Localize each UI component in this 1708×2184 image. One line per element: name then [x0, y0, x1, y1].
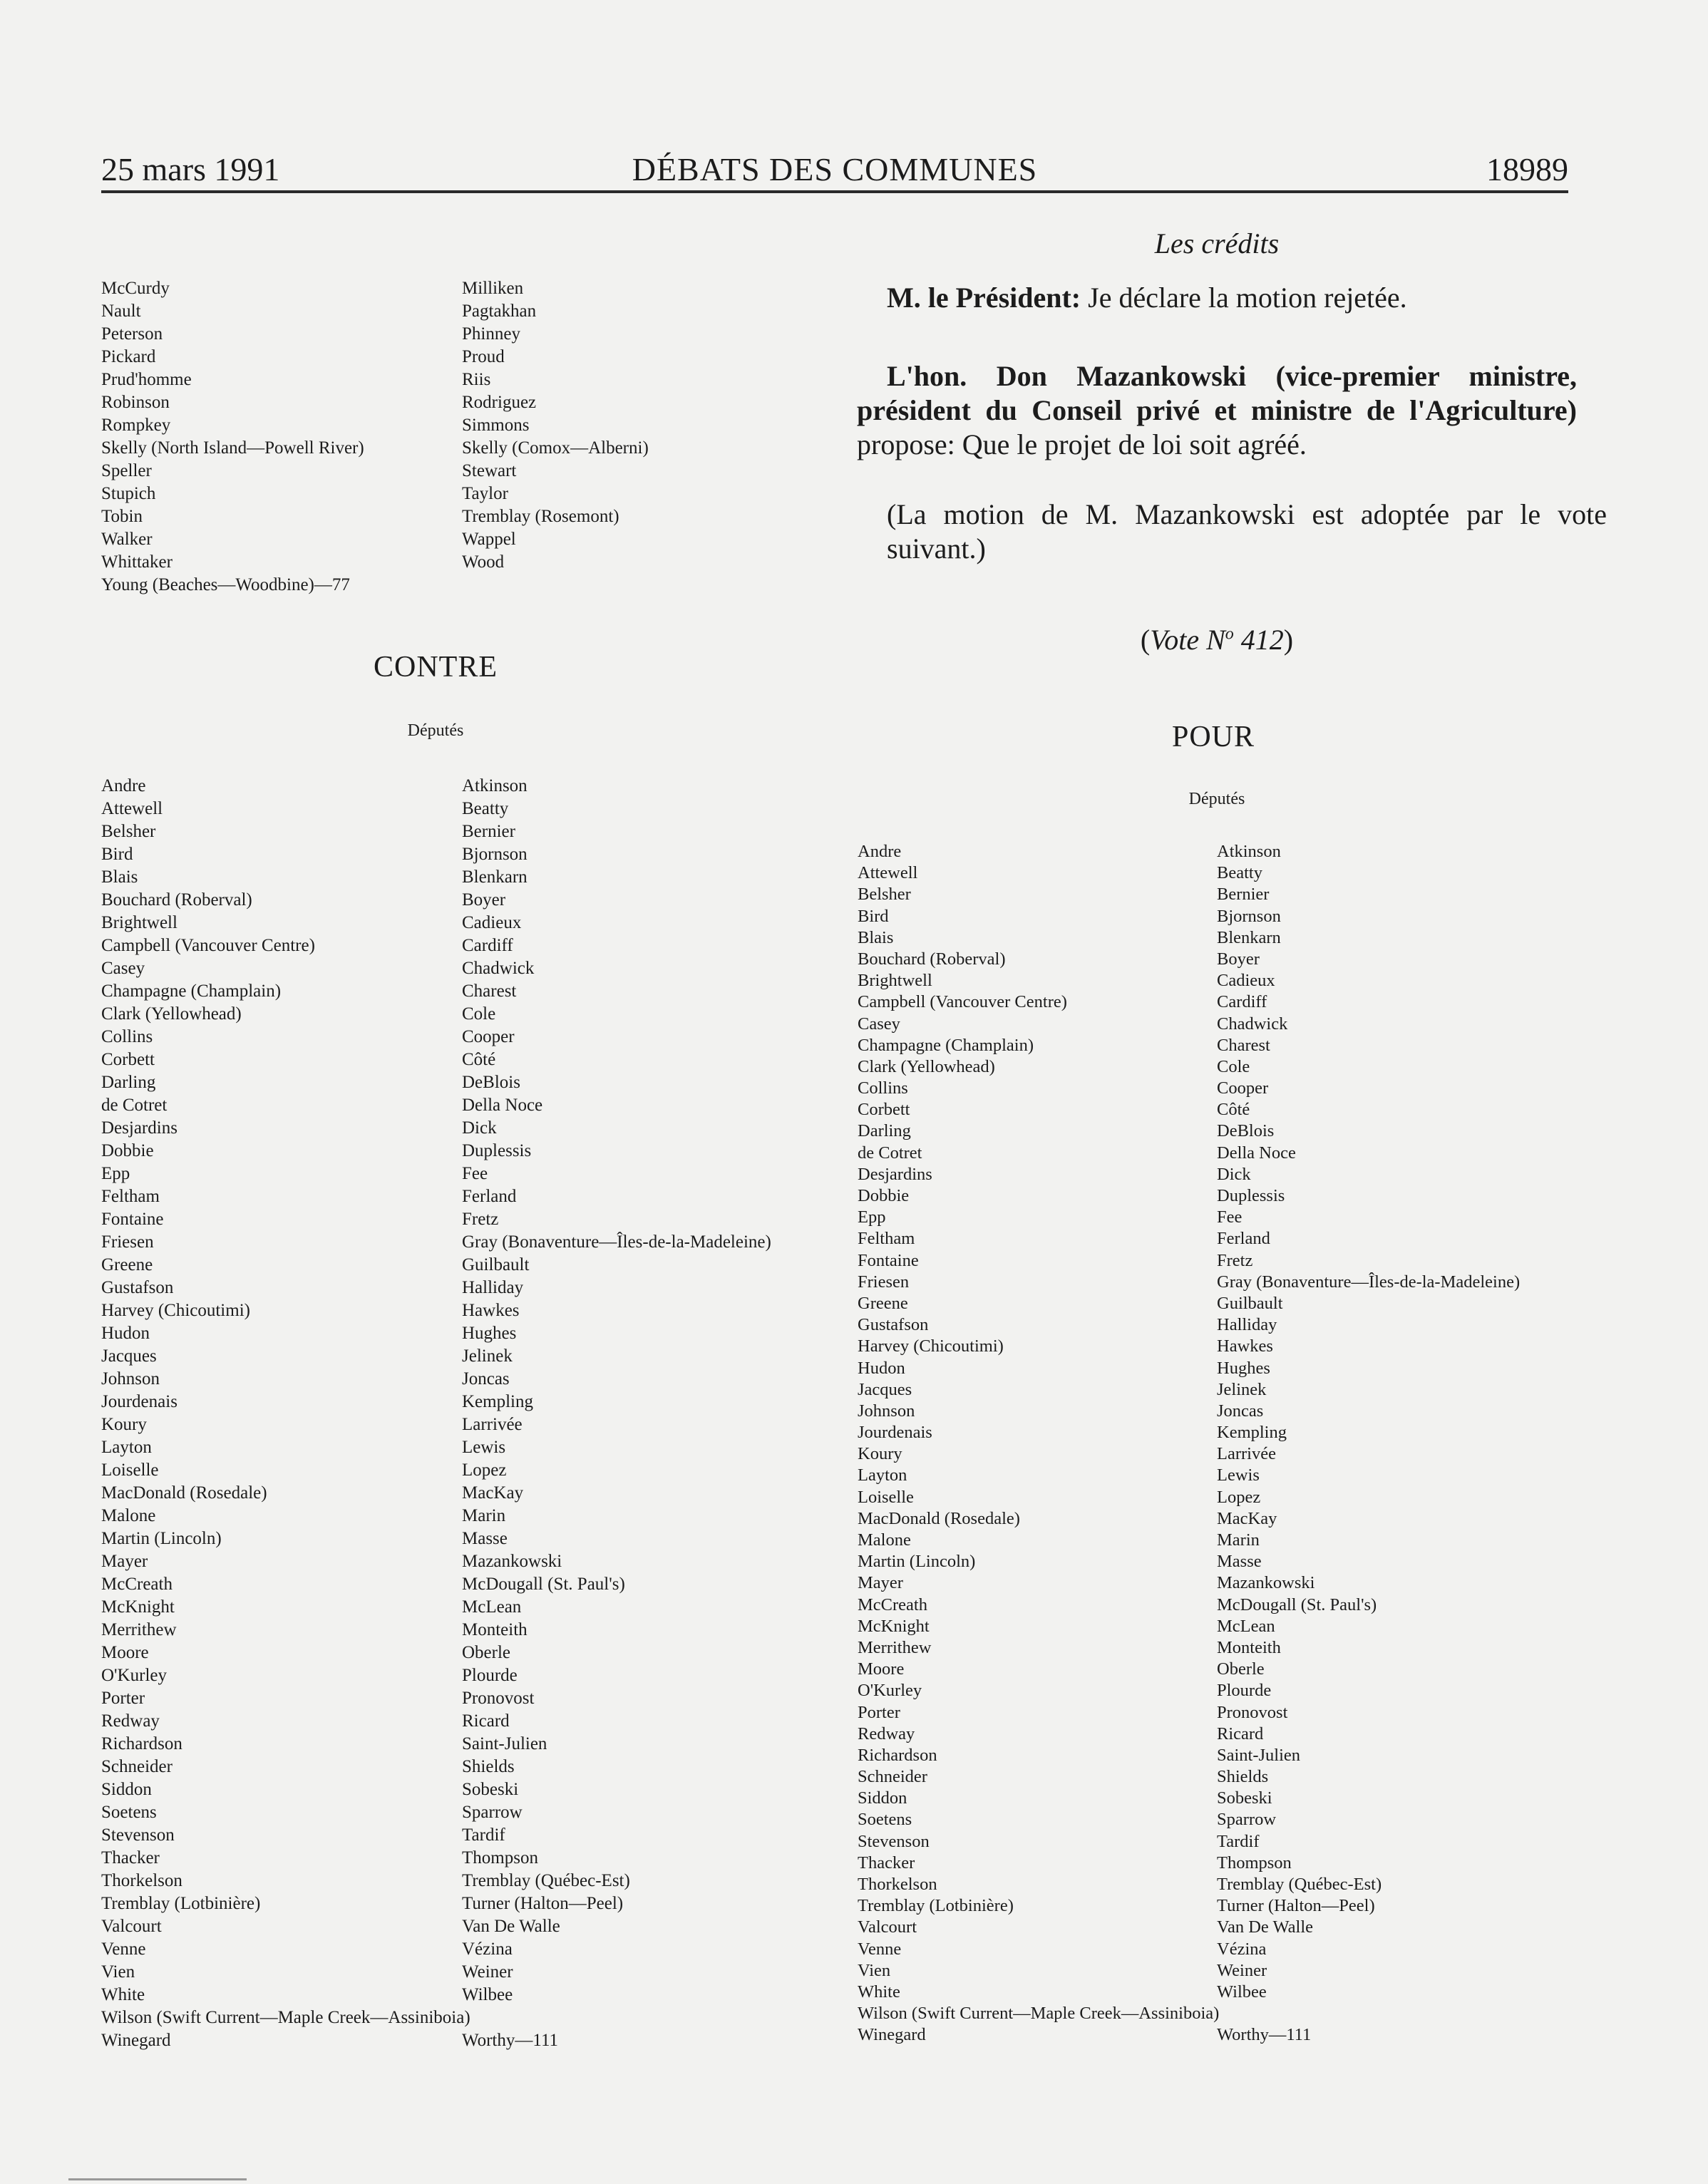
member-name: Rompkey — [101, 416, 171, 435]
member-name: Malone — [858, 1530, 911, 1550]
member-name: Gustafson — [101, 1278, 174, 1297]
vote-open-paren: ( — [1140, 624, 1151, 656]
member-name: Cadieux — [1217, 971, 1275, 991]
member-name: Jelinek — [462, 1346, 513, 1366]
member-name: Hughes — [1217, 1358, 1270, 1378]
member-name: Epp — [858, 1207, 886, 1227]
member-name: Winegard — [101, 2031, 171, 2050]
member-name: Tremblay (Lotbinière) — [101, 1894, 261, 1913]
member-name: Feltham — [101, 1187, 160, 1206]
member-name: Riis — [462, 370, 491, 389]
member-name: Cooper — [1217, 1078, 1269, 1098]
member-name: Redway — [858, 1724, 915, 1743]
member-name: Cole — [462, 1004, 496, 1024]
member-name: Stewart — [462, 461, 517, 480]
member-name: Phinney — [462, 324, 520, 344]
member-name: Charest — [1217, 1035, 1270, 1055]
member-name: Tremblay (Québec-Est) — [462, 1871, 630, 1890]
member-name: Mazankowski — [462, 1552, 562, 1571]
member-name: Pagtakhan — [462, 302, 537, 321]
member-name: Campbell (Vancouver Centre) — [858, 992, 1067, 1012]
member-name: Van De Walle — [1217, 1917, 1314, 1937]
member-name: Bernier — [462, 822, 515, 841]
paragraph-mazankowski — [857, 359, 1577, 462]
member-name: Redway — [101, 1711, 160, 1731]
member-name: Valcourt — [101, 1917, 162, 1936]
member-name: Johnson — [101, 1369, 160, 1389]
member-name: Charest — [462, 982, 517, 1001]
member-name: Martin (Lincoln) — [101, 1529, 222, 1548]
member-name: Halliday — [462, 1278, 524, 1297]
member-name: Joncas — [1217, 1401, 1264, 1421]
member-name: Mayer — [101, 1552, 148, 1571]
member-name: Simmons — [462, 416, 530, 435]
member-name: Fretz — [462, 1210, 499, 1229]
vote-label: Vote N — [1150, 624, 1225, 656]
member-name: Cardiff — [1217, 992, 1267, 1012]
member-name: Champagne (Champlain) — [101, 982, 282, 1001]
pour-heading: POUR — [1171, 721, 1255, 753]
member-name: Duplessis — [1217, 1186, 1285, 1205]
member-name: Monteith — [1217, 1637, 1281, 1657]
member-name: Speller — [101, 461, 152, 480]
member-name: Gray (Bonaventure—Îles-de-la-Madeleine) — [462, 1232, 771, 1252]
member-name: Brightwell — [101, 913, 178, 932]
member-name: Hawkes — [1217, 1336, 1273, 1356]
member-name: Robinson — [101, 393, 170, 412]
member-name: O'Kurley — [858, 1681, 922, 1701]
member-name: Johnson — [858, 1401, 915, 1421]
member-name: Tremblay (Québec-Est) — [1217, 1875, 1382, 1894]
member-name: McCreath — [101, 1575, 173, 1594]
member-name: Darling — [858, 1121, 911, 1141]
scan-edge-mark — [68, 2178, 247, 2180]
member-name: O'Kurley — [101, 1666, 167, 1685]
member-name: Shields — [1217, 1767, 1269, 1787]
vote-number — [1071, 623, 1363, 656]
member-name: Schneider — [101, 1757, 173, 1776]
member-name: Thorkelson — [101, 1871, 182, 1890]
member-name: Duplessis — [462, 1141, 532, 1160]
member-name: Mayer — [858, 1573, 903, 1593]
member-name: Masse — [462, 1529, 508, 1548]
contre-list-col1 — [101, 775, 470, 2052]
member-name: Plourde — [462, 1666, 518, 1685]
member-name: McKnight — [858, 1616, 930, 1636]
member-name: Epp — [101, 1164, 130, 1183]
member-name: Winegard — [858, 2025, 926, 2045]
member-name: Malone — [101, 1506, 156, 1525]
member-name: DeBlois — [462, 1073, 520, 1092]
member-name: Weiner — [462, 1962, 513, 1982]
member-name: Desjardins — [101, 1118, 178, 1138]
member-name: Greene — [101, 1255, 153, 1274]
member-name: Valcourt — [858, 1917, 917, 1937]
member-name: Mazankowski — [1217, 1573, 1315, 1593]
member-name: Richardson — [101, 1734, 182, 1753]
member-name: Bjornson — [1217, 906, 1281, 926]
member-name: Greene — [858, 1293, 908, 1313]
member-name: Weiner — [1217, 1960, 1267, 1980]
member-name: Bjornson — [462, 845, 528, 864]
member-name: Wappel — [462, 530, 516, 549]
member-name: Joncas — [462, 1369, 510, 1389]
member-name: Corbett — [858, 1100, 910, 1120]
continued-list-col1 — [101, 277, 364, 597]
member-name: Vézina — [1217, 1939, 1267, 1959]
member-name: Thompson — [462, 1848, 538, 1868]
member-name: Boyer — [1217, 949, 1260, 969]
member-name: Harvey (Chicoutimi) — [101, 1301, 250, 1320]
header-date: 25 mars 1991 — [101, 151, 280, 187]
member-name: Wood — [462, 552, 505, 572]
section-title: Les crédits — [1154, 227, 1280, 259]
member-name: Atkinson — [462, 776, 528, 795]
member-name: McDougall (St. Paul's) — [462, 1575, 625, 1594]
member-name: de Cotret — [858, 1143, 922, 1163]
member-name: Attewell — [101, 799, 163, 818]
member-name: Dobbie — [858, 1186, 910, 1205]
member-name: Skelly (North Island—Powell River) — [101, 438, 364, 458]
member-name: Marin — [1217, 1530, 1260, 1550]
member-name: Wilbee — [462, 1985, 513, 2004]
member-name: Bernier — [1217, 885, 1270, 905]
member-name: Friesen — [858, 1272, 910, 1292]
speaker-president: M. le Président: — [887, 282, 1081, 314]
page-header — [101, 148, 1568, 192]
member-name: Ricard — [462, 1711, 510, 1731]
member-name: Saint-Julien — [462, 1734, 547, 1753]
member-name: McDougall (St. Paul's) — [1217, 1595, 1377, 1614]
pour-list-col1 — [858, 841, 1219, 2046]
member-name: Milliken — [462, 279, 524, 298]
member-name: Dick — [462, 1118, 497, 1138]
member-name: Gustafson — [858, 1315, 929, 1335]
member-name: Casey — [858, 1014, 900, 1034]
member-name: Shields — [462, 1757, 515, 1776]
member-name: Collins — [101, 1027, 153, 1046]
member-name: Plourde — [1217, 1681, 1272, 1701]
member-name: Tardif — [462, 1825, 505, 1845]
header-title: DÉBATS DES COMMUNES — [632, 151, 1038, 187]
member-name: DeBlois — [1217, 1121, 1275, 1141]
member-name: Nault — [101, 302, 141, 321]
member-name: Cole — [1217, 1056, 1250, 1076]
member-name: Thompson — [1217, 1853, 1292, 1873]
member-name: Porter — [858, 1702, 900, 1722]
member-name: Blais — [858, 927, 894, 947]
member-name: Halliday — [1217, 1315, 1277, 1335]
member-name: Masse — [1217, 1552, 1262, 1572]
member-name: Brightwell — [858, 971, 932, 991]
member-name: Sobeski — [1217, 1788, 1272, 1808]
member-name: Larrivée — [462, 1415, 523, 1434]
member-name: Ricard — [1217, 1724, 1264, 1743]
member-name: Boyer — [462, 890, 506, 910]
member-name: Worthy—111 — [462, 2031, 559, 2050]
member-name: Chadwick — [462, 959, 535, 978]
member-name: Siddon — [101, 1780, 152, 1799]
contre-list-col2 — [462, 775, 771, 2052]
member-name: Martin (Lincoln) — [858, 1552, 976, 1572]
member-name: McKnight — [101, 1597, 175, 1617]
member-name: Della Noce — [1217, 1143, 1296, 1163]
member-name: Oberle — [1217, 1659, 1265, 1679]
member-name: Vien — [101, 1962, 135, 1982]
member-name — [462, 2007, 771, 2029]
member-name: Pickard — [101, 347, 156, 366]
member-name: Harvey (Chicoutimi) — [858, 1336, 1004, 1356]
member-name: Clark (Yellowhead) — [858, 1056, 995, 1076]
member-name: Richardson — [858, 1745, 937, 1765]
member-name: Della Noce — [462, 1096, 543, 1115]
member-name: Fee — [462, 1164, 488, 1183]
member-name: Vézina — [462, 1940, 513, 1959]
member-name: Loiselle — [101, 1461, 159, 1480]
member-name: Fontaine — [101, 1210, 164, 1229]
member-name: Belsher — [858, 885, 911, 905]
paragraph-president — [857, 281, 1607, 315]
member-name: Layton — [101, 1438, 152, 1457]
header-page-number: 18989 — [1486, 151, 1568, 187]
member-name: Chadwick — [1217, 1014, 1288, 1034]
pour-list-col2 — [1217, 841, 1520, 2046]
member-name: Sobeski — [462, 1780, 519, 1799]
member-name: Guilbault — [462, 1255, 530, 1274]
member-name: Cardiff — [462, 936, 513, 955]
member-name: Turner (Halton—Peel) — [1217, 1896, 1375, 1916]
member-name: Tobin — [101, 507, 143, 526]
member-name: Jourdenais — [101, 1392, 178, 1411]
member-name: Sparrow — [462, 1803, 523, 1822]
member-name: Guilbault — [1217, 1293, 1283, 1313]
member-name: Merrithew — [858, 1637, 932, 1657]
member-name: Stupich — [101, 484, 156, 503]
member-name: Pronovost — [1217, 1702, 1288, 1722]
member-name: Beatty — [1217, 863, 1262, 883]
member-name: Ferland — [1217, 1229, 1270, 1249]
pour-deputes-label: Députés — [1188, 790, 1245, 808]
member-name: Bouchard (Roberval) — [858, 949, 1006, 969]
contre-heading: CONTRE — [374, 651, 498, 684]
member-name: Jelinek — [1217, 1379, 1267, 1399]
member-name: Fontaine — [858, 1250, 919, 1270]
member-name: Clark (Yellowhead) — [101, 1004, 242, 1024]
member-name: Moore — [858, 1659, 905, 1679]
member-name: Koury — [858, 1444, 902, 1464]
member-name: Hughes — [462, 1324, 517, 1343]
member-name: Skelly (Comox—Alberni) — [462, 438, 649, 458]
member-name: McLean — [1217, 1616, 1275, 1636]
member-name: Atkinson — [1217, 842, 1281, 861]
member-name: Jourdenais — [858, 1423, 932, 1443]
member-name: Fee — [1217, 1207, 1243, 1227]
vote-close-paren: ) — [1283, 624, 1294, 656]
member-name: Rodriguez — [462, 393, 537, 412]
member-name: Dobbie — [101, 1141, 154, 1160]
member-name: Stevenson — [101, 1825, 175, 1845]
member-name: Venne — [101, 1940, 146, 1959]
member-name: Feltham — [858, 1229, 915, 1249]
member-name: Champagne (Champlain) — [858, 1035, 1034, 1055]
member-name: Attewell — [858, 863, 918, 883]
member-name: Soetens — [858, 1810, 912, 1830]
member-name: Siddon — [858, 1788, 907, 1808]
member-name — [1217, 2003, 1520, 2024]
member-name: Campbell (Vancouver Centre) — [101, 936, 315, 955]
member-name: Collins — [858, 1078, 908, 1098]
member-name: Venne — [858, 1939, 902, 1959]
member-name: Stevenson — [858, 1831, 930, 1851]
member-name: de Cotret — [101, 1096, 168, 1115]
member-name: Walker — [101, 530, 153, 549]
member-name: Young (Beaches—Woodbine)—77 — [101, 575, 350, 594]
member-name: Monteith — [462, 1620, 528, 1639]
member-name: Bird — [101, 845, 133, 864]
member-name: Corbett — [101, 1050, 155, 1069]
member-name: Wilson (Swift Current—Maple Creek—Assiniboia) — [858, 2004, 1220, 2024]
member-name: Thacker — [858, 1853, 915, 1873]
header-rule — [101, 190, 1568, 193]
member-name: Van De Walle — [462, 1917, 560, 1936]
member-name: Lewis — [1217, 1466, 1260, 1485]
member-name: Moore — [101, 1643, 149, 1662]
member-name: Vien — [858, 1960, 891, 1980]
member-name: Wilson (Swift Current—Maple Creek—Assiniboia) — [101, 2008, 470, 2027]
continued-list-col2 — [462, 277, 649, 574]
member-name: White — [858, 1982, 900, 2002]
member-name: Fretz — [1217, 1250, 1253, 1270]
member-name: Proud — [462, 347, 505, 366]
member-name: Wilbee — [1217, 1982, 1267, 2002]
member-name: MacKay — [1217, 1508, 1277, 1528]
member-name: Tardif — [1217, 1831, 1260, 1851]
member-name: Cadieux — [462, 913, 522, 932]
member-name: Andre — [858, 842, 902, 861]
member-name: Friesen — [101, 1232, 154, 1252]
member-name: Thacker — [101, 1848, 160, 1868]
member-name: Porter — [101, 1689, 145, 1708]
member-name: Kempling — [1217, 1423, 1287, 1443]
member-name: Cooper — [462, 1027, 515, 1046]
member-name: Worthy—111 — [1217, 2025, 1312, 2045]
speaker-mazankowski: L'hon. Don Mazankowski (vice-premier ministre, président du Conseil privé et ministre de l'Agriculture) — [857, 360, 1577, 426]
member-name: Lopez — [462, 1461, 507, 1480]
member-name: Hawkes — [462, 1301, 520, 1320]
member-name: Côté — [462, 1050, 496, 1069]
vote-number-value: 412 — [1233, 624, 1284, 656]
member-name: Peterson — [101, 324, 163, 344]
member-name: Prud'homme — [101, 370, 192, 389]
member-name: Darling — [101, 1073, 156, 1092]
member-name: Oberle — [462, 1643, 511, 1662]
member-name: McCreath — [858, 1595, 927, 1614]
member-name: Beatty — [462, 799, 509, 818]
member-name: McLean — [462, 1597, 522, 1617]
member-name: Lewis — [462, 1438, 506, 1457]
member-name: Larrivée — [1217, 1444, 1276, 1464]
member-name: Desjardins — [858, 1164, 932, 1184]
member-name: Belsher — [101, 822, 156, 841]
member-name: Pronovost — [462, 1689, 535, 1708]
member-name: Côté — [1217, 1100, 1250, 1120]
vote-superscript: o — [1225, 624, 1234, 644]
member-name: Taylor — [462, 484, 508, 503]
member-name: Andre — [101, 776, 146, 795]
member-name: Layton — [858, 1466, 907, 1485]
member-name: Sparrow — [1217, 1810, 1277, 1830]
member-name: Loiselle — [858, 1487, 914, 1507]
member-name: Whittaker — [101, 552, 173, 572]
member-name: Jacques — [858, 1379, 912, 1399]
member-name: Schneider — [858, 1767, 927, 1787]
member-name: MacKay — [462, 1483, 524, 1503]
member-name: Lopez — [1217, 1487, 1261, 1507]
member-name: Merrithew — [101, 1620, 177, 1639]
paragraph-motion-adopted: (La motion de M. Mazankowski est adoptée par le vote suivant.) — [887, 498, 1607, 565]
member-name: MacDonald (Rosedale) — [101, 1483, 267, 1503]
member-name: Hudon — [858, 1358, 905, 1378]
contre-deputes-label: Députés — [407, 721, 464, 740]
member-name: Hudon — [101, 1324, 150, 1343]
member-name: Jacques — [101, 1346, 157, 1366]
member-name: Saint-Julien — [1217, 1745, 1301, 1765]
member-name: McCurdy — [101, 279, 170, 298]
member-name: Tremblay (Rosemont) — [462, 507, 619, 526]
member-name: Thorkelson — [858, 1875, 937, 1894]
member-name: Tremblay (Lotbinière) — [858, 1896, 1014, 1916]
member-name: Gray (Bonaventure—Îles-de-la-Madeleine) — [1217, 1272, 1521, 1292]
member-name: Bouchard (Roberval) — [101, 890, 252, 910]
paragraph-mazankowski-text: propose: Que le projet de loi soit agréé. — [857, 428, 1307, 460]
member-name: Bird — [858, 906, 889, 926]
member-name: Ferland — [462, 1187, 517, 1206]
member-name: Blais — [101, 867, 138, 887]
member-name: Turner (Halton—Peel) — [462, 1894, 624, 1913]
member-name: Marin — [462, 1506, 506, 1525]
member-name: Casey — [101, 959, 145, 978]
member-name: Kempling — [462, 1392, 533, 1411]
member-name: Blenkarn — [462, 867, 528, 887]
member-name: Koury — [101, 1415, 147, 1434]
member-name: Blenkarn — [1217, 927, 1281, 947]
member-name: White — [101, 1985, 145, 2004]
member-name: MacDonald (Rosedale) — [858, 1508, 1020, 1528]
member-name: Dick — [1217, 1164, 1251, 1184]
paragraph-president-text: Je déclare la motion rejetée. — [1081, 282, 1407, 314]
member-name: Soetens — [101, 1803, 157, 1822]
